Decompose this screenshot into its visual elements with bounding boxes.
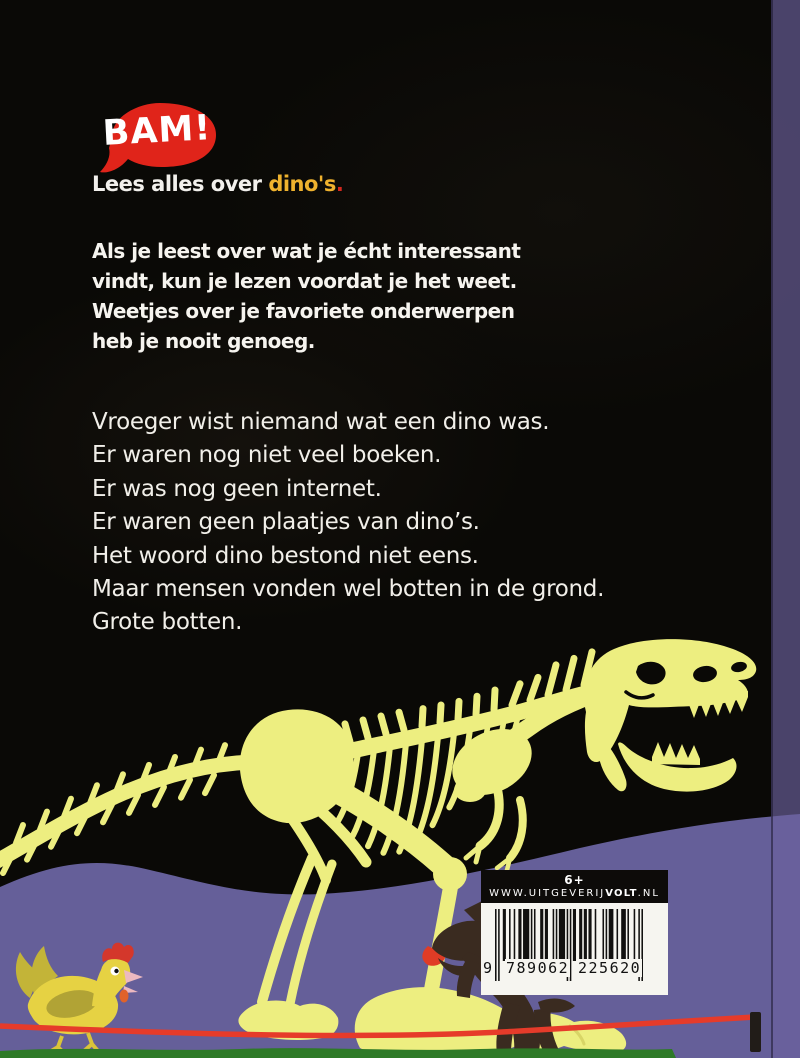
publisher-url: WWW.UITGEVERIJVOLT.NL: [489, 888, 660, 899]
body-paragraph: [92, 406, 604, 640]
barcode-number: 9: [483, 959, 494, 977]
rope-post: [750, 1012, 761, 1052]
barcode-panel: [481, 870, 668, 995]
intro-line: Als je leest over wat je écht interessant: [92, 239, 521, 263]
tagline: [92, 172, 343, 196]
intro-line: vindt, kun je lezen voordat je het weet.: [92, 269, 517, 293]
tagline-period: .: [335, 172, 344, 196]
t-rex-skull: [584, 639, 756, 791]
body-line: Vroeger wist niemand wat een dino was.: [92, 409, 550, 435]
barcode: [481, 903, 668, 995]
body-line: Maar mensen vonden wel botten in de grond.: [92, 576, 605, 603]
barcode-number: 225620: [578, 959, 642, 977]
tagline-prefix: Lees alles over: [92, 172, 269, 196]
body-line: Er was nog geen internet.: [92, 475, 382, 502]
body-line: Er waren geen plaatjes van dino’s.: [92, 509, 480, 536]
tagline-highlight: dino's: [268, 172, 336, 196]
bam-logo-text: BAM!: [101, 108, 213, 154]
body-line: Grote botten.: [92, 609, 243, 636]
bam-logo: [88, 95, 226, 181]
intro-paragraph: [92, 236, 520, 356]
intro-line: heb je nooit genoeg.: [92, 329, 315, 353]
age-rating-badge: 6+: [564, 873, 585, 887]
intro-line: Weetjes over je favoriete onderwerpen: [92, 299, 515, 323]
body-line: Er waren nog niet veel boeken.: [92, 442, 442, 469]
body-line: Het woord dino bestond niet eens.: [92, 542, 479, 569]
grass-strip: [0, 1048, 676, 1058]
barcode-header: [481, 870, 668, 903]
barcode-number: 789062: [506, 959, 570, 977]
book-spine-strip: [771, 0, 800, 1058]
